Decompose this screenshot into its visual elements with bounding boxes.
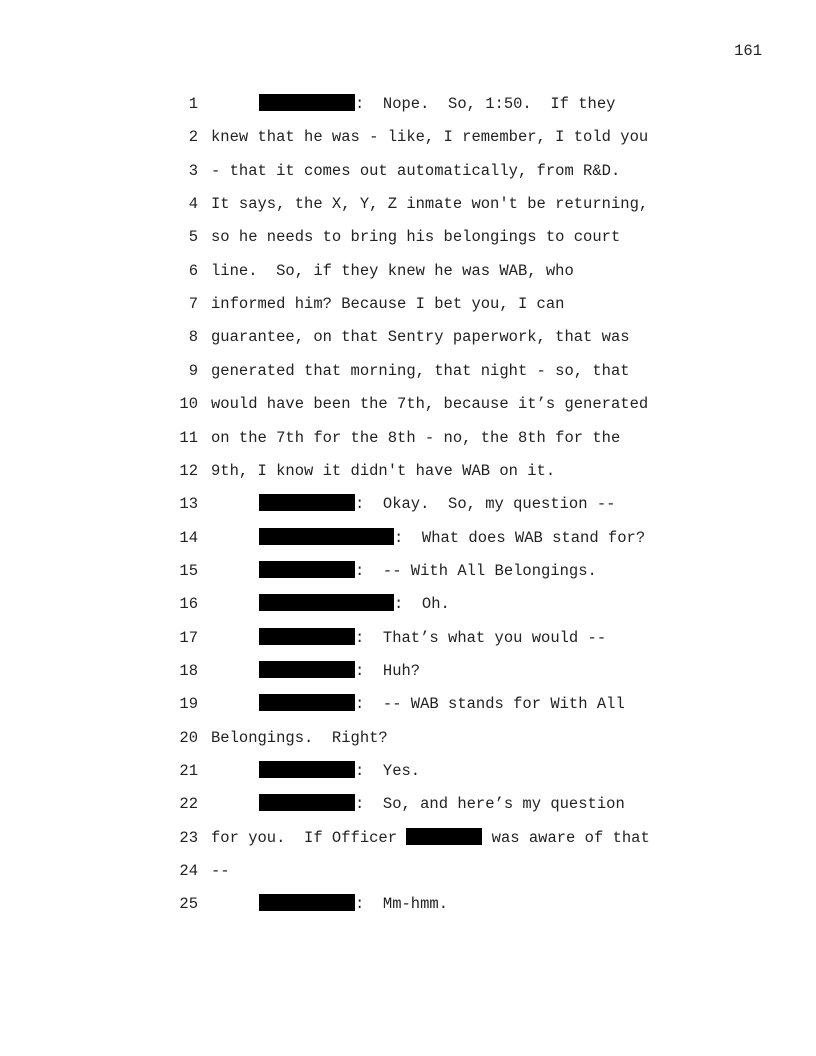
line-number: 12 <box>179 461 198 480</box>
transcript-line <box>0 159 816 183</box>
line-text <box>211 259 574 283</box>
line-content: guarantee, on that Sentry paperwork, that was <box>211 328 630 347</box>
transcript-line <box>0 292 816 316</box>
line-text <box>211 125 648 149</box>
line-number: 25 <box>179 895 198 914</box>
page-number: 161 <box>734 42 762 60</box>
transcript-line <box>0 692 816 716</box>
line-number: 14 <box>179 528 198 547</box>
line-text <box>259 526 645 550</box>
line-text <box>211 192 648 216</box>
line-text <box>211 292 564 316</box>
speaker-redaction <box>259 661 355 678</box>
line-content-after: was aware of that <box>482 828 650 847</box>
line-number: 16 <box>179 595 198 614</box>
line-number: 1 <box>188 95 198 113</box>
line-text <box>259 626 606 650</box>
line-content: for you. If Officer <box>211 828 407 847</box>
line-text <box>211 459 555 483</box>
line-number: 6 <box>188 261 198 280</box>
line-number: 10 <box>179 395 198 414</box>
line-number: 21 <box>179 762 198 780</box>
speaker-redaction <box>259 894 355 911</box>
speaker-redaction <box>259 794 355 811</box>
line-content: : -- WAB stands for With All <box>355 695 625 714</box>
transcript-line <box>0 459 816 483</box>
line-text <box>259 892 448 916</box>
line-number: 23 <box>179 828 198 847</box>
line-content: : Okay. So, my question -- <box>355 495 616 514</box>
transcript-line <box>0 259 816 283</box>
line-number: 17 <box>179 628 198 647</box>
speaker-redaction <box>259 761 355 778</box>
line-number: 24 <box>179 862 198 881</box>
line-text <box>211 225 620 249</box>
line-number: 7 <box>188 295 198 314</box>
line-content: : -- With All Belongings. <box>355 561 597 580</box>
line-content: : Oh. <box>394 595 450 614</box>
line-number: 2 <box>188 128 198 147</box>
line-text <box>211 726 388 750</box>
line-text <box>211 359 630 383</box>
speaker-redaction <box>259 94 355 111</box>
transcript-line <box>0 225 816 249</box>
line-number: 11 <box>179 428 198 447</box>
line-content: on the 7th for the 8th - no, the 8th for the <box>211 428 621 447</box>
transcript-line <box>0 359 816 383</box>
line-number: 9 <box>188 361 198 380</box>
transcript-line <box>0 859 816 883</box>
line-content: : Yes. <box>355 762 421 780</box>
line-text <box>259 792 625 816</box>
line-text <box>259 759 420 783</box>
transcript-line <box>0 559 816 583</box>
transcript-line <box>0 592 816 616</box>
line-number: 4 <box>188 195 198 214</box>
transcript-line <box>0 492 816 516</box>
line-content: - that it comes out automatically, from R&D. <box>211 161 621 180</box>
line-text <box>211 325 630 349</box>
transcript-line <box>0 192 816 216</box>
line-content: : Nope. So, 1:50. If they <box>355 95 616 113</box>
line-content: : That’s what you would -- <box>355 628 607 647</box>
line-text <box>259 592 450 616</box>
line-content: : What does WAB stand for? <box>394 528 646 547</box>
transcript-line <box>0 325 816 349</box>
transcript-line <box>0 726 816 750</box>
line-number: 22 <box>179 795 198 814</box>
line-content: It says, the X, Y, Z inmate won't be returning, <box>211 195 649 214</box>
line-content: generated that morning, that night - so, that <box>211 361 630 380</box>
transcript-line <box>0 426 816 450</box>
speaker-redaction <box>259 494 355 511</box>
line-content: : Mm-hmm. <box>355 895 449 914</box>
line-number: 18 <box>179 661 198 680</box>
line-text <box>259 92 615 116</box>
line-content: : Huh? <box>355 661 421 680</box>
speaker-redaction <box>259 694 355 711</box>
line-text <box>211 159 620 183</box>
line-content: so he needs to bring his belongings to court <box>211 228 621 247</box>
line-number: 19 <box>179 695 198 714</box>
transcript-line <box>0 792 816 816</box>
name-redaction <box>406 828 482 845</box>
line-content: informed him? Because I bet you, I can <box>211 295 565 314</box>
line-number: 8 <box>188 328 198 347</box>
line-content: would have been the 7th, because it’s generated <box>211 395 649 414</box>
line-number: 5 <box>188 228 198 247</box>
line-number: 13 <box>179 495 198 514</box>
transcript-line <box>0 892 816 916</box>
transcript-line <box>0 759 816 783</box>
line-content: knew that he was - like, I remember, I told you <box>211 128 649 147</box>
line-content: Belongings. Right? <box>211 728 388 747</box>
speaker-redaction <box>259 594 394 611</box>
transcript-line <box>0 526 816 550</box>
line-content: 9th, I know it didn't have WAB on it. <box>211 461 556 480</box>
transcript-line <box>0 92 816 116</box>
speaker-redaction <box>259 561 355 578</box>
transcript-line <box>0 659 816 683</box>
transcript-line <box>0 626 816 650</box>
transcript-line <box>0 392 816 416</box>
line-number: 15 <box>179 561 198 580</box>
speaker-redaction <box>259 628 355 645</box>
line-number: 3 <box>188 161 198 180</box>
line-text <box>259 492 615 516</box>
line-content: line. So, if they knew he was WAB, who <box>211 261 574 280</box>
line-number: 20 <box>179 728 198 747</box>
transcript-line <box>0 125 816 149</box>
speaker-redaction <box>259 528 394 545</box>
line-text <box>211 859 230 883</box>
line-text <box>211 392 648 416</box>
transcript-line <box>0 826 816 850</box>
line-content: : So, and here’s my question <box>355 795 625 814</box>
line-text <box>259 559 597 583</box>
line-content: -- <box>211 862 230 881</box>
line-text <box>259 659 420 683</box>
line-text <box>211 826 650 850</box>
line-text <box>211 426 620 450</box>
line-text <box>259 692 625 716</box>
